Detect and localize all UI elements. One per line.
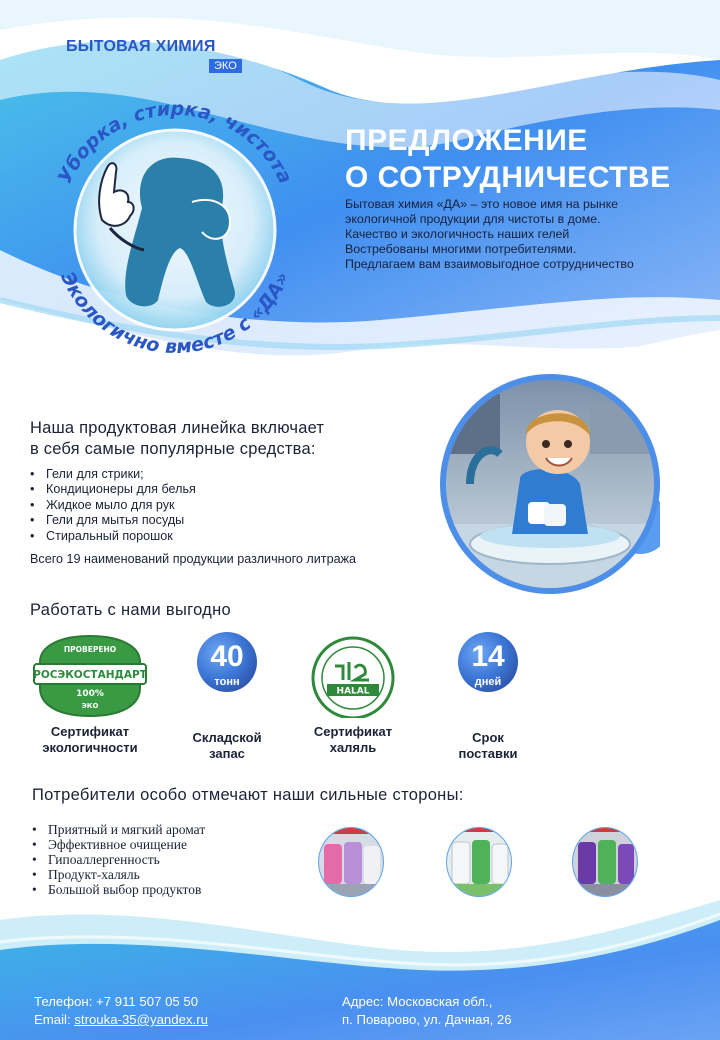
footer-address <box>342 993 512 1029</box>
benefits-heading: Работать с нами выгодно <box>30 601 232 619</box>
strengths-heading: Потребители особо отмечают наши сильные стороны: <box>32 786 464 804</box>
offer-text-line: экологичной продукции для чистоты в доме. <box>345 212 601 226</box>
list-item: • Стиральный порошок <box>28 529 196 544</box>
offer-text-line: Качество и экологичность наших гелей <box>345 227 570 241</box>
delivery-unit: дней <box>474 676 502 688</box>
list-item: • Гели для стрики; <box>28 467 196 482</box>
brand-eco-tag: ЭКО <box>209 59 242 73</box>
lineup-heading-line1: Наша продуктовая линейка включает <box>30 419 325 437</box>
brand-block <box>66 38 237 72</box>
list-item: • Кондиционеры для белья <box>28 482 196 497</box>
stock-label-line2: запас <box>209 746 245 761</box>
offer-title <box>345 122 671 196</box>
delivery-value: 14 <box>471 640 505 673</box>
halal-badge-text: HALAL <box>336 686 370 697</box>
list-item: • Приятный и мягкий аромат <box>30 822 205 837</box>
delivery-stat <box>433 632 543 762</box>
eco-badge-bottom-text: ЭКО <box>81 702 99 710</box>
halal-certificate-label-line1: Сертификат <box>313 724 393 739</box>
footer-contacts <box>34 993 208 1029</box>
lineup-note: Всего 19 наименований продукции различного литража <box>30 552 357 566</box>
lineup-heading <box>30 418 324 460</box>
list-item: • Эффективное очищение <box>30 837 205 852</box>
list-item: • Гели для мытья посуды <box>28 513 196 528</box>
address-line2: п. Поварово, ул. Дачная, 26 <box>342 1012 512 1027</box>
logo-arc-bottom-text: Экологично вместе с «ДА» <box>56 268 294 359</box>
offer-text-line: Востребованы многими потребителями. <box>345 242 577 256</box>
eco-certificate <box>20 632 160 755</box>
list-item: • Гипоаллергенность <box>30 852 205 867</box>
logo-arc-top-text: Уборка, стирка, чистота <box>53 97 297 188</box>
offer-text <box>345 197 715 272</box>
stock-label-line1: Складской <box>192 730 262 745</box>
stock-unit: тонн <box>214 676 240 688</box>
offer-title-line2: О СОТРУДНИЧЕСТВЕ <box>345 161 671 194</box>
halal-certificate-label <box>283 724 423 756</box>
email-link[interactable]: strouka-35@yandex.ru <box>74 1012 208 1027</box>
eco-certificate-label-line1: Сертификат <box>50 724 130 739</box>
halal-certificate <box>283 632 423 755</box>
list-item: • Большой выбор продуктов <box>30 882 205 897</box>
list-item: • Жидкое мыло для рук <box>28 498 196 513</box>
address-line1: Адрес: Московская обл., <box>342 994 493 1009</box>
stock-value: 40 <box>210 640 244 673</box>
eco-badge-top-text: ПРОВЕРЕНО <box>63 645 117 654</box>
offer-title-line1: ПРЕДЛОЖЕНИЕ <box>345 124 588 157</box>
eco-certificate-label-line2: экологичности <box>42 740 138 755</box>
halal-certificate-badge-icon <box>283 632 423 718</box>
delivery-label-line1: Срок <box>472 730 504 745</box>
eco-badge-percent-text: 100% <box>76 689 104 699</box>
footer-email-row <box>34 1011 208 1029</box>
stock-stat-circle <box>197 632 257 692</box>
eco-certificate-label <box>20 724 160 756</box>
phone-label: Телефон: <box>34 994 93 1009</box>
phone-number[interactable]: +7 911 507 05 50 <box>96 994 199 1009</box>
delivery-label-line2: поставки <box>458 746 518 761</box>
lineup-list <box>28 467 196 544</box>
delivery-stat-circle <box>458 632 518 692</box>
lineup-heading-line2: в себя самые популярные средства: <box>30 440 316 458</box>
halal-certificate-label-line2: халяль <box>329 740 377 755</box>
offer-text-line: Предлагаем вам взаимовыгодное сотрудничество <box>345 257 634 271</box>
child-washing-photo <box>440 374 660 594</box>
email-label: Email: <box>34 1012 71 1027</box>
logo-badge <box>30 80 320 370</box>
delivery-label <box>433 730 543 762</box>
eco-certificate-badge-icon <box>20 632 160 718</box>
list-item: • Продукт-халяль <box>30 867 205 882</box>
eco-badge-main-text: РОСЭКОСТАНДАРТ <box>33 669 147 681</box>
footer-phone-row <box>34 993 208 1011</box>
stock-stat <box>172 632 282 762</box>
offer-text-line: Бытовая химия «ДА» – это новое имя на рынке <box>345 197 619 211</box>
stock-label <box>172 730 282 762</box>
brand-title: БЫТОВАЯ ХИМИЯ <box>66 38 216 55</box>
